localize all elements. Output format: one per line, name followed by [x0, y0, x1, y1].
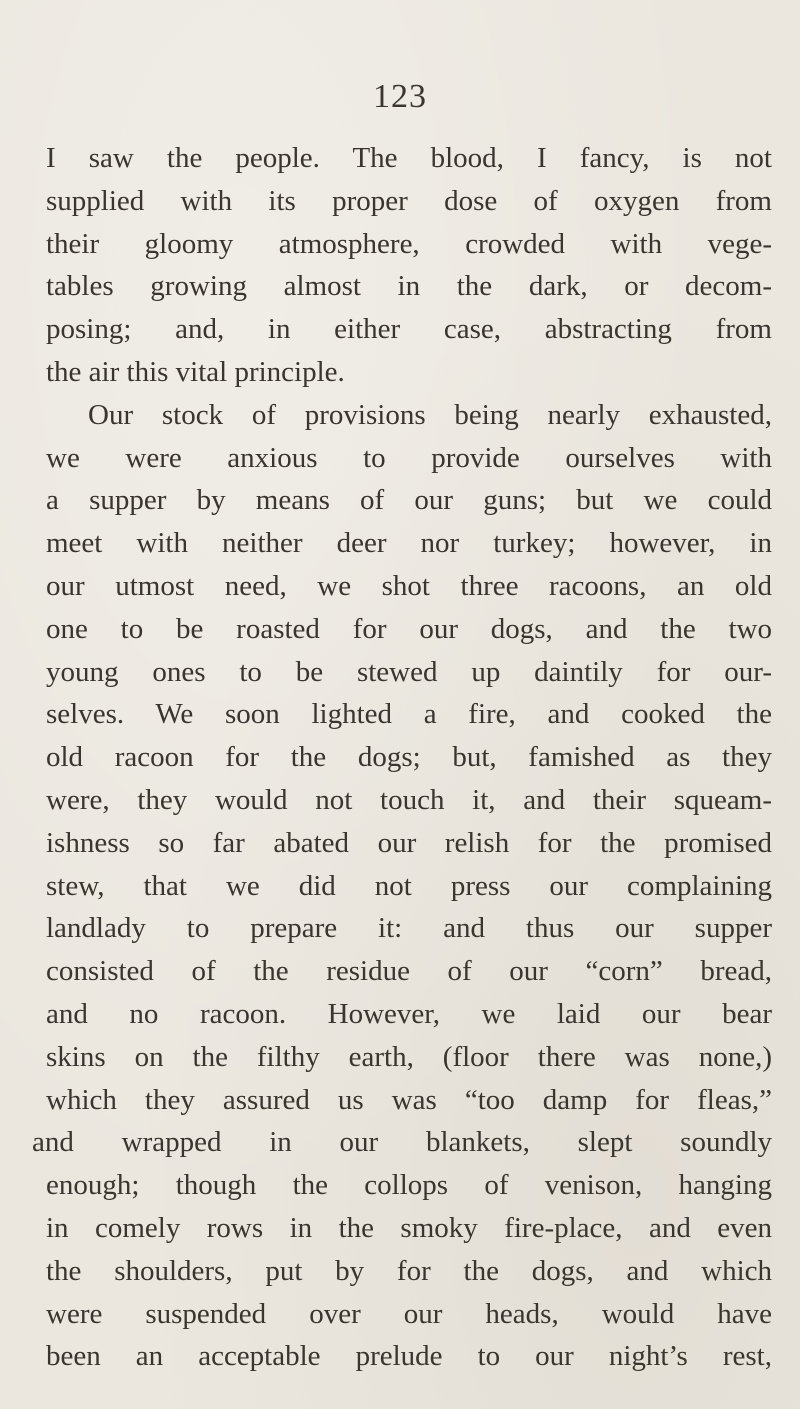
text-line: enough; though the collops of venison, hanging [46, 1169, 772, 1202]
text-line: Our stock of provisions being nearly exhausted, [88, 398, 772, 431]
text-line: and wrapped in our blankets, slept soundly [32, 1126, 772, 1159]
page-number: 123 [373, 78, 427, 115]
text-line: old racoon for the dogs; but, famished as they [46, 741, 772, 774]
text-line: their gloomy atmosphere, crowded with vege- [46, 227, 772, 260]
text-line: the shoulders, put by for the dogs, and which [46, 1254, 772, 1287]
body-text [32, 137, 772, 1378]
text-line: were, they would not touch it, and their squeam- [46, 783, 772, 816]
text-line: meet with neither deer nor turkey; however, in [46, 527, 772, 560]
text-line: posing; and, in either case, abstracting from [46, 313, 772, 346]
text-line: skins on the filthy earth, (floor there was none,) [46, 1040, 772, 1073]
text-line: selves. We soon lighted a fire, and cooked the [46, 698, 772, 731]
text-line: and no racoon. However, we laid our bear [46, 997, 772, 1030]
text-line: a supper by means of our guns; but we could [46, 484, 772, 517]
text-line: our utmost need, we shot three racoons, an old [46, 569, 772, 602]
text-line: one to be roasted for our dogs, and the two [46, 612, 772, 645]
text-line: ishness so far abated our relish for the promised [46, 826, 772, 859]
text-line: landlady to prepare it: and thus our supper [46, 912, 772, 945]
text-line: young ones to be stewed up daintily for our- [46, 655, 772, 688]
text-line: tables growing almost in the dark, or decom- [46, 270, 772, 303]
text-line: I saw the people. The blood, I fancy, is not [46, 142, 772, 174]
text-line: we were anxious to provide ourselves with [46, 441, 772, 474]
text-line: supplied with its proper dose of oxygen from [46, 184, 772, 217]
text-line: stew, that we did not press our complaining [46, 869, 772, 902]
text-line: in comely rows in the smoky fire-place, and even [46, 1211, 772, 1244]
text-line: which they assured us was “too damp for fleas,” [46, 1083, 772, 1116]
text-line: consisted of the residue of our “corn” bread, [46, 955, 772, 988]
text-line: were suspended over our heads, would have [46, 1297, 772, 1330]
text-line: been an acceptable prelude to our night’s rest, [46, 1340, 772, 1373]
text-line: the air this vital principle. [46, 355, 345, 388]
